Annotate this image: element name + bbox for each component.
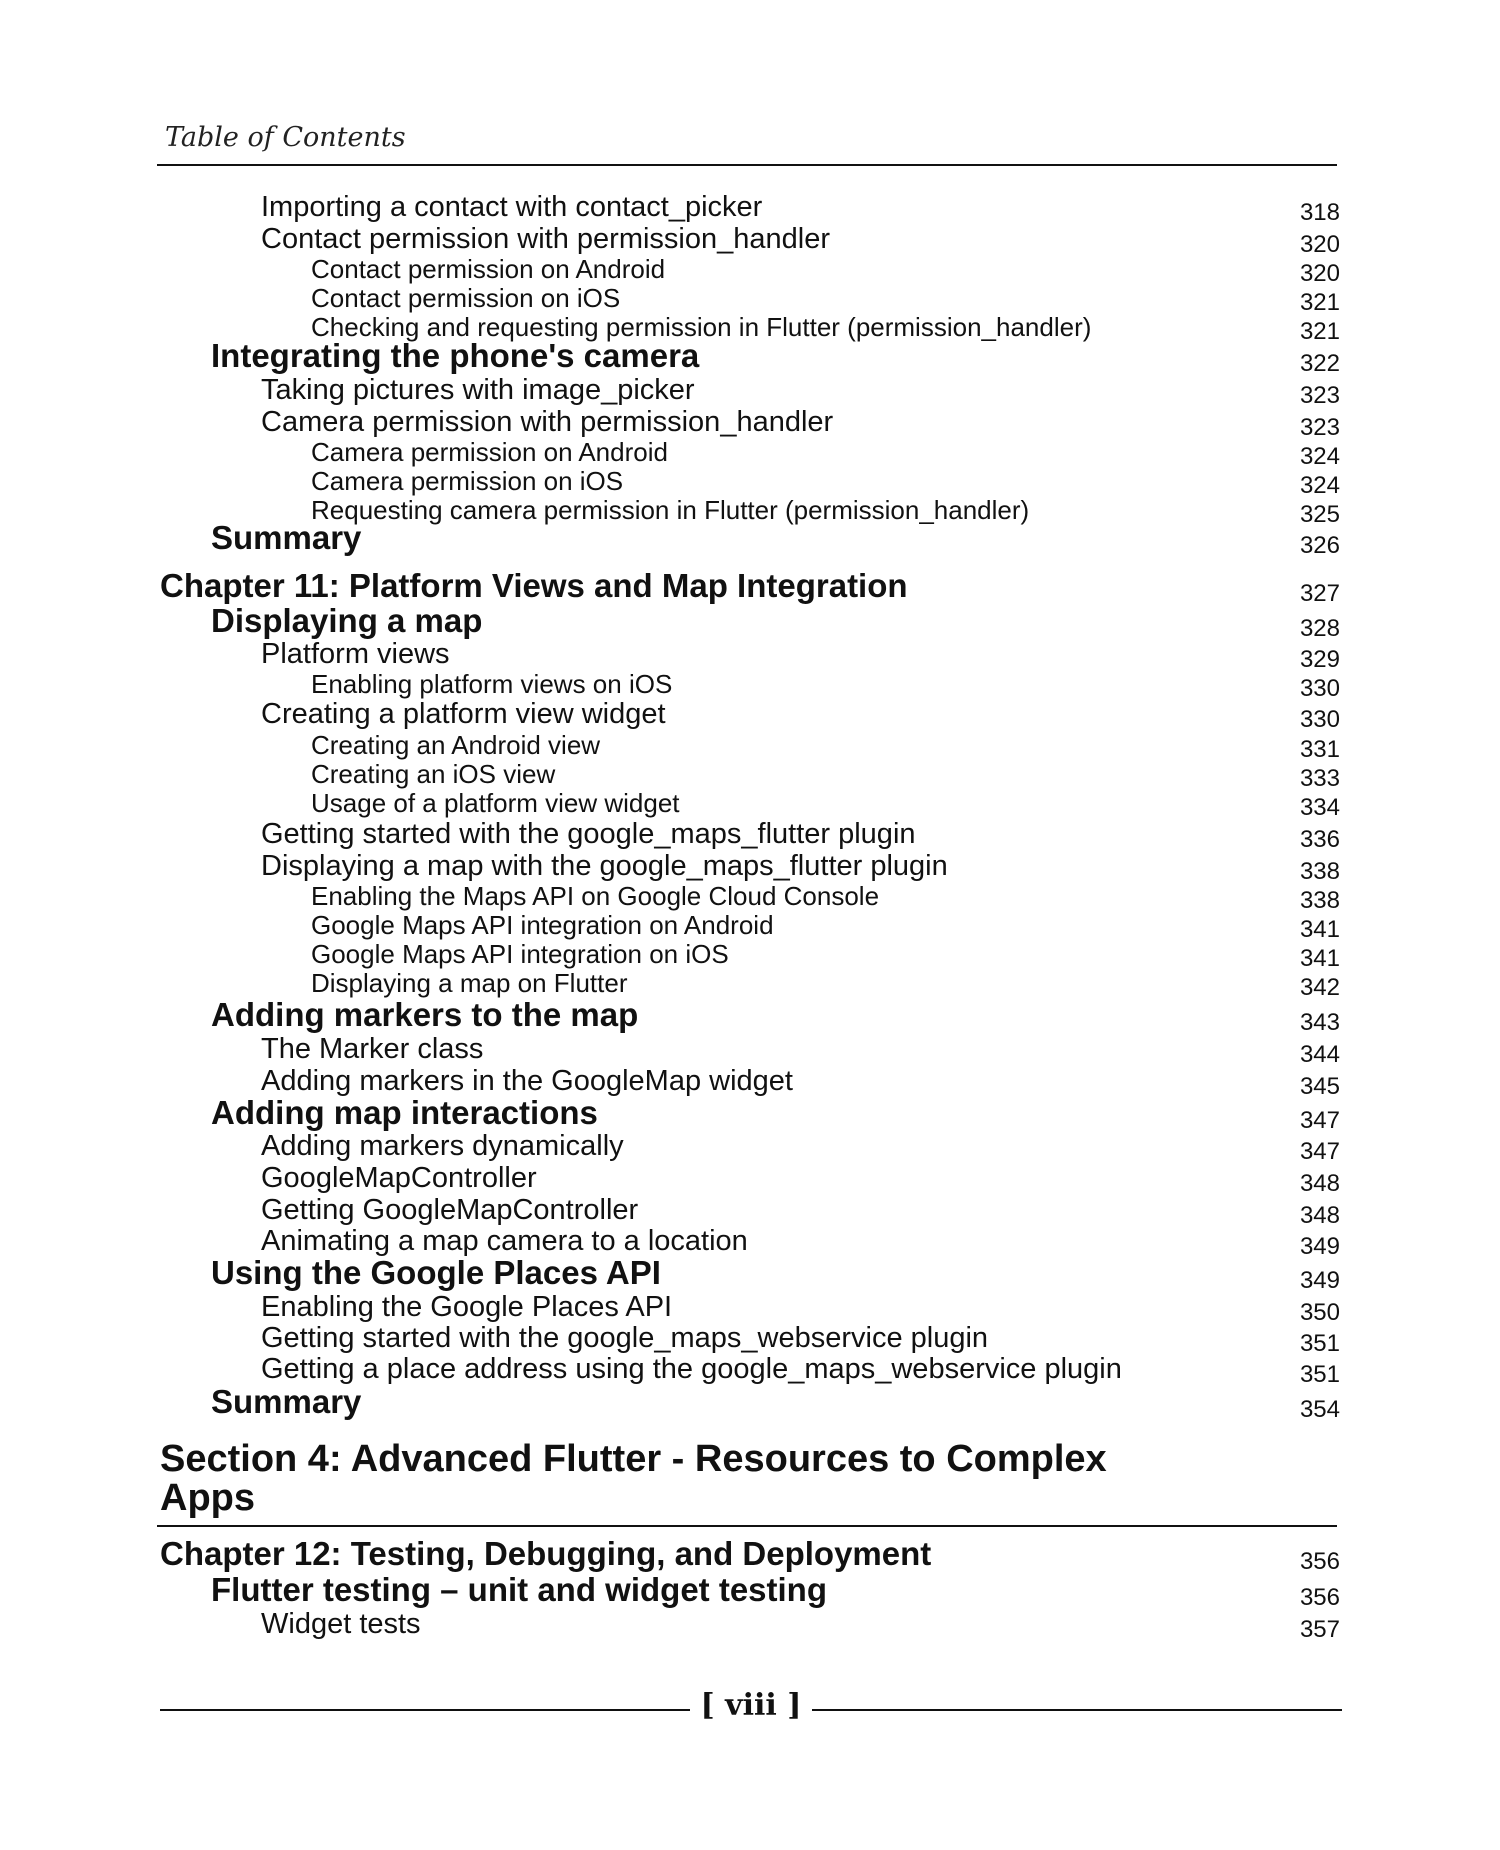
toc-entry-title: Using the Google Places API bbox=[211, 1254, 661, 1291]
toc-entry-title: Adding map interactions bbox=[211, 1094, 598, 1131]
toc-entry-title: Google Maps API integration on Android bbox=[311, 910, 774, 940]
toc-entry-title: Platform views bbox=[261, 638, 450, 670]
toc-entry-title: Widget tests bbox=[261, 1608, 421, 1640]
toc-entry-page-number: 328 bbox=[1299, 615, 1340, 642]
toc-entry-page-number: 320 bbox=[1299, 260, 1340, 287]
toc-entry-page-number: 322 bbox=[1299, 350, 1340, 377]
toc-entry-title: Adding markers dynamically bbox=[261, 1130, 624, 1162]
toc-entry[interactable] bbox=[160, 519, 1340, 560]
toc-entry-title: Displaying a map with the google_maps_flutter plugin bbox=[261, 850, 948, 882]
toc-entry-page-number: 348 bbox=[1299, 1202, 1340, 1229]
toc-entry-title: Creating an Android view bbox=[311, 730, 601, 760]
toc-entry-page-number: 341 bbox=[1299, 945, 1340, 972]
footer-divider-right bbox=[812, 1709, 1342, 1711]
toc-entry-title: Displaying a map on Flutter bbox=[311, 968, 628, 998]
toc-entry-page-number: 349 bbox=[1299, 1267, 1340, 1294]
toc-entry[interactable] bbox=[160, 1383, 1340, 1424]
toc-entry-title: Creating a platform view widget bbox=[261, 698, 666, 730]
toc-entry-title: Enabling platform views on iOS bbox=[311, 669, 673, 699]
toc-entry-page-number: 344 bbox=[1299, 1041, 1340, 1068]
toc-entry-page-number: 334 bbox=[1299, 794, 1340, 821]
toc-entry-title: Checking and requesting permission in Flutter (permission_handler) bbox=[311, 312, 1092, 342]
toc-entry-title: GoogleMapController bbox=[261, 1162, 537, 1194]
toc-entry-page-number: 348 bbox=[1299, 1170, 1340, 1197]
toc-entry-title: Requesting camera permission in Flutter (permission_handler) bbox=[311, 495, 1030, 525]
toc-entry-page-number: 323 bbox=[1299, 414, 1340, 441]
toc-entry-page-number: 333 bbox=[1299, 765, 1340, 792]
toc-entry-title: Summary bbox=[211, 1383, 362, 1420]
toc-entry-page-number: 347 bbox=[1299, 1107, 1340, 1134]
toc-entry-title: Enabling the Maps API on Google Cloud Console bbox=[311, 881, 880, 911]
toc-entry-title: Adding markers in the GoogleMap widget bbox=[261, 1065, 793, 1097]
toc-entry[interactable] bbox=[160, 1035, 1340, 1069]
toc-entry-title: Chapter 12: Testing, Debugging, and Deployment bbox=[160, 1535, 932, 1572]
toc-entry-page-number: 338 bbox=[1299, 887, 1340, 914]
toc-entry[interactable] bbox=[160, 1571, 1340, 1612]
toc-entry-page-number: 345 bbox=[1299, 1073, 1340, 1100]
toc-entry[interactable] bbox=[160, 1164, 1340, 1198]
page-number: [ viii ] bbox=[700, 1688, 802, 1723]
toc-entry-page-number: 330 bbox=[1299, 706, 1340, 733]
toc-entry-page-number: 351 bbox=[1299, 1330, 1340, 1357]
toc-entry-page-number: 336 bbox=[1299, 826, 1340, 853]
toc-entry-page-number: 351 bbox=[1299, 1361, 1340, 1388]
toc-entry-page-number: 327 bbox=[1299, 580, 1340, 607]
toc-entry-title: Contact permission on iOS bbox=[311, 283, 621, 313]
toc-entry-page-number: 357 bbox=[1299, 1616, 1340, 1643]
toc-entry-page-number: 342 bbox=[1299, 974, 1340, 1001]
toc-entry-page-number: 350 bbox=[1299, 1299, 1340, 1326]
toc-entry[interactable] bbox=[160, 376, 1340, 410]
toc-entry-page-number: 356 bbox=[1299, 1584, 1340, 1611]
toc-entry-title: Flutter testing – unit and widget testing bbox=[211, 1571, 827, 1608]
toc-entry-title: Getting a place address using the google_maps_webservice plugin bbox=[261, 1353, 1122, 1385]
toc-entry-title: Chapter 11: Platform Views and Map Integration bbox=[160, 567, 908, 604]
toc-entry-page-number: 354 bbox=[1299, 1396, 1340, 1423]
toc-entry-title: Summary bbox=[211, 519, 362, 556]
toc-entry[interactable] bbox=[160, 1610, 1340, 1644]
toc-entry[interactable] bbox=[160, 820, 1340, 854]
toc-entry[interactable] bbox=[160, 788, 1340, 822]
toc-entry-page-number: 329 bbox=[1299, 646, 1340, 673]
toc-entry-title: Camera permission on Android bbox=[311, 437, 668, 467]
toc-entry[interactable] bbox=[160, 996, 1340, 1037]
running-header-title: Table of Contents bbox=[165, 122, 406, 153]
toc-entry-title: Camera permission on iOS bbox=[311, 466, 624, 496]
toc-entry-page-number: 321 bbox=[1299, 289, 1340, 316]
section-divider bbox=[157, 1525, 1337, 1527]
header-divider bbox=[157, 164, 1337, 166]
toc-entry-title: Creating an iOS view bbox=[311, 759, 556, 789]
toc-entry-title: Animating a map camera to a location bbox=[261, 1225, 748, 1257]
toc-entry-page-number: 341 bbox=[1299, 916, 1340, 943]
toc-entry-page-number: 325 bbox=[1299, 501, 1340, 528]
toc-entry-page-number: 349 bbox=[1299, 1233, 1340, 1260]
section-heading: Section 4: Advanced Flutter - Resources to Complex Apps bbox=[160, 1438, 1107, 1519]
toc-entry-title: Contact permission with permission_handler bbox=[261, 223, 830, 255]
toc-entry-title: Camera permission with permission_handler bbox=[261, 406, 834, 438]
toc-entry-page-number: 330 bbox=[1299, 675, 1340, 702]
toc-entry-page-number: 343 bbox=[1299, 1009, 1340, 1036]
toc-entry-page-number: 323 bbox=[1299, 382, 1340, 409]
toc-entry-title: Adding markers to the map bbox=[211, 996, 639, 1033]
toc-entry-title: Usage of a platform view widget bbox=[311, 788, 680, 818]
toc-entry-page-number: 324 bbox=[1299, 443, 1340, 470]
toc-entry[interactable] bbox=[160, 337, 1340, 378]
toc-entry-page-number: 321 bbox=[1299, 318, 1340, 345]
toc-entry-title: Getting started with the google_maps_flutter plugin bbox=[261, 818, 916, 850]
toc-entry-title: Contact permission on Android bbox=[311, 254, 666, 284]
toc-entry-title: Displaying a map bbox=[211, 602, 483, 639]
toc-entry-page-number: 347 bbox=[1299, 1138, 1340, 1165]
toc-entry-title: Importing a contact with contact_picker bbox=[261, 191, 763, 223]
toc-entry-title: Google Maps API integration on iOS bbox=[311, 939, 729, 969]
toc-entry-title: Getting started with the google_maps_webservice plugin bbox=[261, 1322, 989, 1354]
toc-entry-page-number: 331 bbox=[1299, 736, 1340, 763]
toc-entry-title: Integrating the phone's camera bbox=[211, 337, 700, 374]
toc-entry-page-number: 326 bbox=[1299, 532, 1340, 559]
footer-divider-left bbox=[160, 1709, 690, 1711]
toc-entry-page-number: 324 bbox=[1299, 472, 1340, 499]
toc-entry[interactable] bbox=[160, 700, 1340, 734]
toc-entry-page-number: 320 bbox=[1299, 231, 1340, 258]
toc-entry[interactable] bbox=[160, 193, 1340, 227]
toc-entry-page-number: 356 bbox=[1299, 1548, 1340, 1575]
toc-entry-title: Getting GoogleMapController bbox=[261, 1194, 639, 1226]
toc-entry[interactable] bbox=[160, 1132, 1340, 1166]
toc-entry-page-number: 318 bbox=[1299, 199, 1340, 226]
toc-entry-title: The Marker class bbox=[261, 1033, 484, 1065]
toc-entry-page-number: 338 bbox=[1299, 858, 1340, 885]
toc-entry-title: Taking pictures with image_picker bbox=[261, 374, 695, 406]
toc-entry[interactable] bbox=[160, 1254, 1340, 1295]
toc-entry-title: Enabling the Google Places API bbox=[261, 1291, 673, 1323]
